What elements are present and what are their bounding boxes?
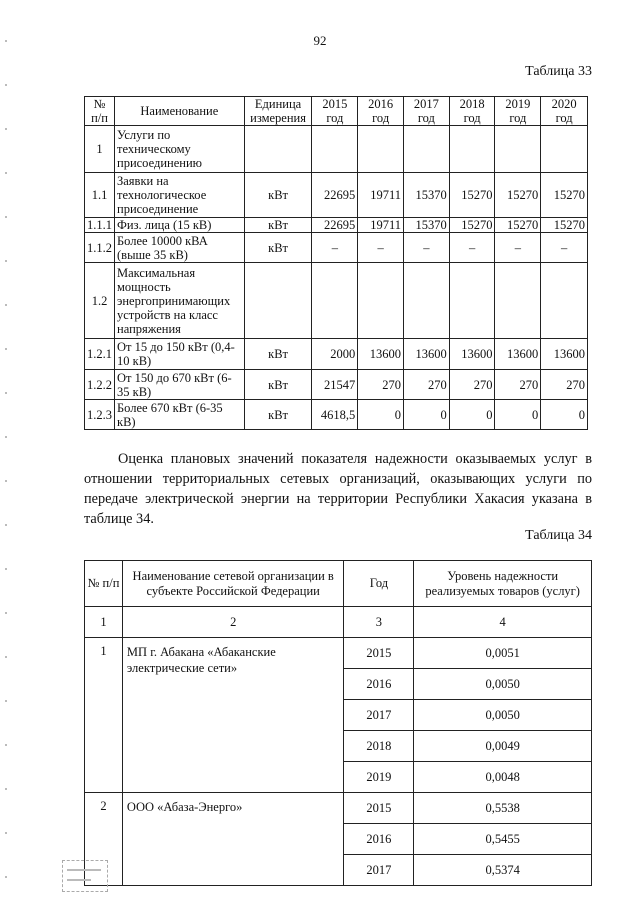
table-row: [85, 793, 592, 824]
header-num: № п/п: [85, 97, 115, 126]
row-value: [449, 263, 495, 339]
row-value: 0: [495, 400, 541, 430]
row-value: 13600: [358, 339, 404, 370]
row-value: 0: [404, 400, 450, 430]
table33-caption: Таблица 33: [525, 64, 592, 79]
row-unit: кВт: [244, 400, 312, 430]
row-value: [449, 126, 495, 173]
table34-caption: Таблица 34: [525, 528, 592, 543]
row-year: 2016: [344, 669, 414, 700]
row-value: 15270: [449, 173, 495, 218]
row-unit: кВт: [244, 173, 312, 218]
row-value: 19711: [358, 218, 404, 233]
body-paragraph: Оценка плановых значений показателя надежности оказываемых услуг в отношении территориальных сетевых организаций, оказывающих услуги по передаче электрической энергии на территории Республики Хакасия указана в таблице 34.: [84, 451, 592, 527]
row-value: 0,5455: [414, 824, 592, 855]
header-reliability: Уровень надежности реализуемых товаров (услуг): [414, 561, 592, 607]
row-value: [358, 263, 404, 339]
row-unit: [244, 126, 312, 173]
header-year: 2019 год: [495, 97, 541, 126]
row-value: 270: [449, 370, 495, 400]
table-row: [85, 173, 588, 218]
row-value: 270: [404, 370, 450, 400]
row-num: 1.2.3: [85, 400, 115, 430]
column-index: 2: [122, 607, 344, 638]
row-name: Услуги по техническому присоединению: [115, 126, 245, 173]
row-value: 19711: [358, 173, 404, 218]
table-row: [85, 400, 588, 430]
header-year: 2018 год: [449, 97, 495, 126]
row-value: 0,0051: [414, 638, 592, 669]
header-year: 2016 год: [358, 97, 404, 126]
row-value: –: [358, 233, 404, 263]
table34-header-row: [85, 561, 592, 607]
row-value: 15270: [541, 173, 588, 218]
column-index: 4: [414, 607, 592, 638]
org-num: 1: [85, 638, 123, 793]
header-org-name: Наименование сетевой организации в субъекте Российской Федерации: [122, 561, 344, 607]
row-value: 270: [541, 370, 588, 400]
row-value: 15270: [449, 218, 495, 233]
row-value: 0: [541, 400, 588, 430]
column-index-row: [85, 607, 592, 638]
row-value: [541, 263, 588, 339]
row-num: 1.2.2: [85, 370, 115, 400]
row-unit: кВт: [244, 339, 312, 370]
row-value: –: [312, 233, 358, 263]
column-index: 3: [344, 607, 414, 638]
table-row: [85, 370, 588, 400]
org-name: ООО «Абаза-Энерго»: [122, 793, 344, 886]
row-value: 0,0048: [414, 762, 592, 793]
table33-header-row: [85, 97, 588, 126]
row-value: 0,0050: [414, 669, 592, 700]
row-value: [312, 263, 358, 339]
row-value: 13600: [449, 339, 495, 370]
row-num: 1.1: [85, 173, 115, 218]
row-year: 2015: [344, 793, 414, 824]
org-name: МП г. Абакана «Абаканские электрические сети»: [122, 638, 344, 793]
row-value: 0: [358, 400, 404, 430]
row-value: 270: [358, 370, 404, 400]
row-name: Физ. лица (15 кВ): [115, 218, 245, 233]
row-value: 0,5374: [414, 855, 592, 886]
row-value: 13600: [404, 339, 450, 370]
row-value: 13600: [495, 339, 541, 370]
scan-stamp: [62, 860, 108, 892]
row-name: Заявки на технологическое присоединение: [115, 173, 245, 218]
row-value: 21547: [312, 370, 358, 400]
table-34: [84, 560, 592, 886]
row-value: 22695: [312, 218, 358, 233]
row-num: 1: [85, 126, 115, 173]
row-value: 0,0049: [414, 731, 592, 762]
row-value: 15370: [404, 218, 450, 233]
table-row: [85, 233, 588, 263]
row-value: –: [404, 233, 450, 263]
row-value: 0: [449, 400, 495, 430]
table-row: [85, 126, 588, 173]
row-value: 15270: [495, 173, 541, 218]
row-value: 13600: [541, 339, 588, 370]
row-num: 1.2.1: [85, 339, 115, 370]
row-unit: кВт: [244, 233, 312, 263]
row-value: [541, 126, 588, 173]
row-value: –: [541, 233, 588, 263]
column-index: 1: [85, 607, 123, 638]
scan-edge-marks: [5, 40, 7, 900]
row-year: 2016: [344, 824, 414, 855]
row-unit: кВт: [244, 218, 312, 233]
row-value: [312, 126, 358, 173]
row-value: 4618,5: [312, 400, 358, 430]
row-year: 2017: [344, 700, 414, 731]
row-unit: [244, 263, 312, 339]
header-name: Наименование: [115, 97, 245, 126]
header-num: № п/п: [85, 561, 123, 607]
row-num: 1.1.1: [85, 218, 115, 233]
row-value: 0,5538: [414, 793, 592, 824]
row-name: От 150 до 670 кВт (6-35 кВ): [115, 370, 245, 400]
row-value: 15370: [404, 173, 450, 218]
row-value: [404, 126, 450, 173]
row-value: [358, 126, 404, 173]
header-unit: Единица измерения: [244, 97, 312, 126]
org-num: 2: [85, 793, 123, 886]
row-value: 0,0050: [414, 700, 592, 731]
row-name: Более 10000 кВА (выше 35 кВ): [115, 233, 245, 263]
row-value: 270: [495, 370, 541, 400]
row-year: 2019: [344, 762, 414, 793]
row-value: [495, 126, 541, 173]
row-value: [495, 263, 541, 339]
row-value: 22695: [312, 173, 358, 218]
row-value: 2000: [312, 339, 358, 370]
row-value: 15270: [541, 218, 588, 233]
row-num: 1.2: [85, 263, 115, 339]
header-year: 2015 год: [312, 97, 358, 126]
row-name: От 15 до 150 кВт (0,4-10 кВ): [115, 339, 245, 370]
row-unit: кВт: [244, 370, 312, 400]
table-row: [85, 263, 588, 339]
row-value: –: [449, 233, 495, 263]
row-value: [404, 263, 450, 339]
header-year: 2020 год: [541, 97, 588, 126]
row-value: –: [495, 233, 541, 263]
table-row: [85, 638, 592, 669]
row-name: Максимальная мощность энергопринимающих устройств на класс напряжения: [115, 263, 245, 339]
row-year: 2018: [344, 731, 414, 762]
table-row: [85, 339, 588, 370]
row-name: Более 670 кВт (6-35 кВ): [115, 400, 245, 430]
table-row: [85, 218, 588, 233]
page-number: 92: [313, 33, 327, 48]
header-year: 2017 год: [404, 97, 450, 126]
row-year: 2015: [344, 638, 414, 669]
header-year: Год: [344, 561, 414, 607]
table-33: [84, 96, 588, 430]
row-value: 15270: [495, 218, 541, 233]
row-year: 2017: [344, 855, 414, 886]
row-num: 1.1.2: [85, 233, 115, 263]
